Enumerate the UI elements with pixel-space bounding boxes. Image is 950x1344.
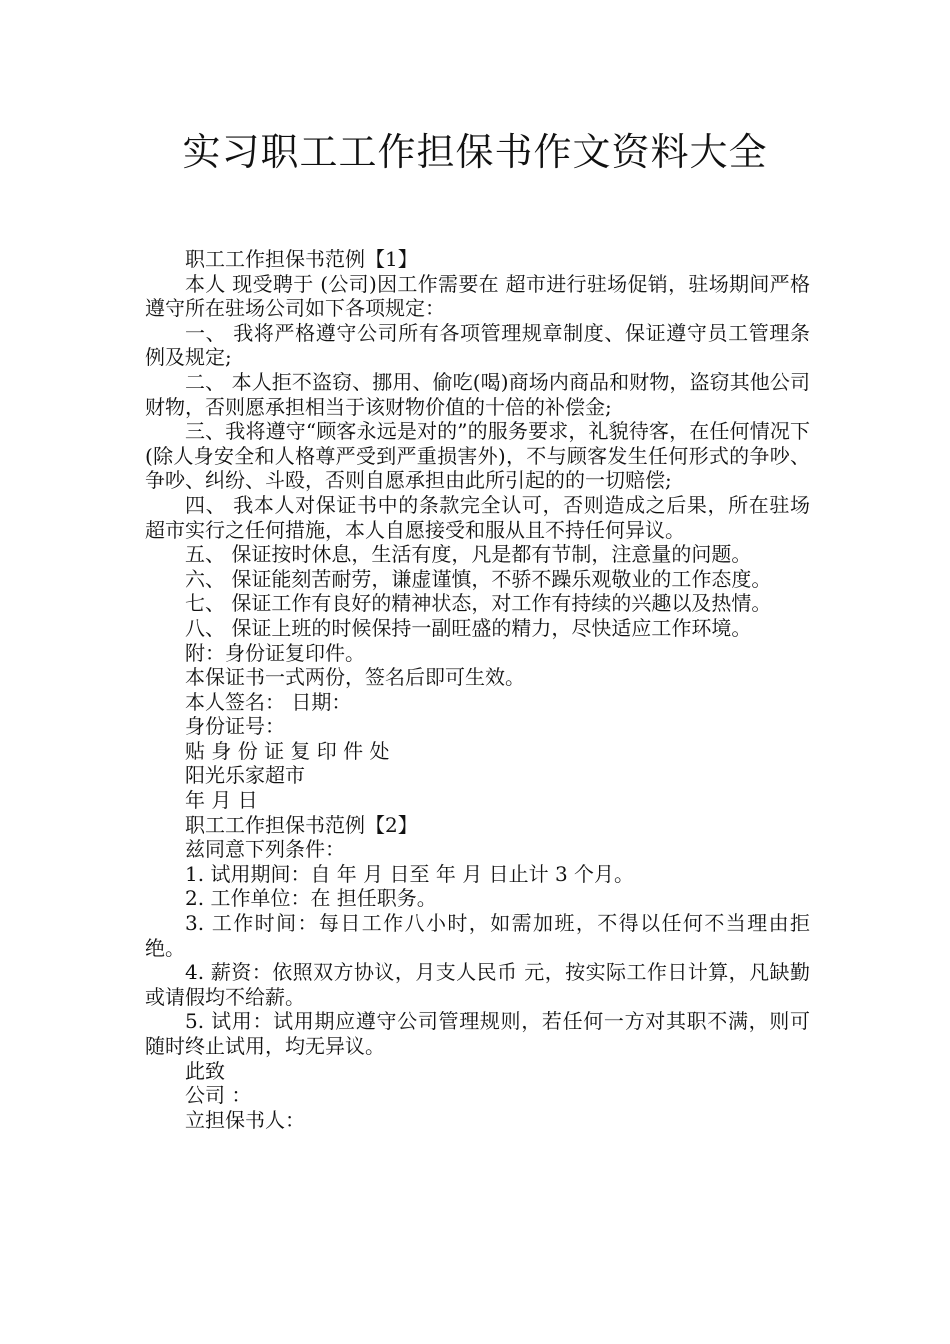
validity-note: 本保证书一式两份，签名后即可生效。 xyxy=(185,665,525,690)
id-number-line: 身份证号： xyxy=(185,714,285,739)
condition-5: 5. 试用：试用期应遵守公司管理规则，若任何一方对其职不满，则可随时终止试用，均无异议。 xyxy=(145,1009,810,1058)
closing-salutation: 此致 xyxy=(185,1058,225,1083)
clause-5: 五、 保证按时休息，生活有度，凡是都有节制，注意量的问题。 xyxy=(185,542,752,567)
company-line: 公司 ： xyxy=(185,1083,252,1108)
company-name: 阳光乐家超市 xyxy=(185,763,305,788)
clause-8: 八、 保证上班的时候保持一副旺盛的精力，尽快适应工作环境。 xyxy=(185,615,752,640)
attachment-note: 附：身份证复印件。 xyxy=(185,640,365,665)
intro-paragraph: 本人 现受聘于 (公司)因工作需要在 超市进行驻场促销，驻场期间严格遵守所在驻场公司如下各项规定： xyxy=(145,271,810,321)
condition-4: 4. 薪资：依照双方协议，月支人民币 元，按实际工作日计算，凡缺勤或请假均不给薪。 xyxy=(145,960,810,1009)
clause-2: 二、 本人拒不盗窃、挪用、偷吃(喝)商场内商品和财物，盗窃其他公司财物，否则愿承担相当于该财物价值的十倍的补偿金; xyxy=(145,369,810,419)
clause-4: 四、 我本人对保证书中的条款完全认可，否则造成之后果，所在驻场超市实行之任何措施，本人自愿接受和服从且不持任何异议。 xyxy=(145,492,810,542)
conditions-intro: 兹同意下列条件： xyxy=(185,837,345,862)
document-title: 实习职工工作担保书作文资料大全 xyxy=(182,130,768,174)
guarantor-line: 立担保书人： xyxy=(185,1107,305,1132)
clause-1: 一、 我将严格遵守公司所有各项管理规章制度、保证遵守员工管理条例及规定; xyxy=(145,320,810,370)
condition-3: 3. 工作时间：每日工作八小时，如需加班，不得以任何不当理由拒绝。 xyxy=(145,911,810,960)
clause-7: 七、 保证工作有良好的精神状态，对工作有持续的兴趣以及热情。 xyxy=(185,591,772,616)
clause-6: 六、 保证能刻苦耐劳，谦虚谨慎，不骄不躁乐观敬业的工作态度。 xyxy=(185,566,772,591)
signature-date-line: 本人签名： 日期： xyxy=(185,689,352,714)
section-heading-example-2: 职工工作担保书范例【2】 xyxy=(185,812,418,837)
document-body xyxy=(145,247,810,1132)
id-copy-placeholder: 贴 身 份 证 复 印 件 处 xyxy=(185,738,390,763)
date-line: 年 月 日 xyxy=(185,788,258,813)
section-heading-example-1: 职工工作担保书范例【1】 xyxy=(185,247,418,271)
condition-2: 2. 工作单位：在 担任职务。 xyxy=(185,886,437,911)
condition-1: 1. 试用期间：自 年 月 日至 年 月 日止计 3 个月。 xyxy=(185,861,635,886)
clause-3: 三、我将遵守“顾客永远是对的”的服务要求，礼貌待客，在任何情况下(除人身安全和人格尊严受到严重损害外)，不与顾客发生任何形式的争吵、争吵、纠纷、斗殴，否则自愿承担由此所引起的的一切赔偿; xyxy=(145,419,810,493)
